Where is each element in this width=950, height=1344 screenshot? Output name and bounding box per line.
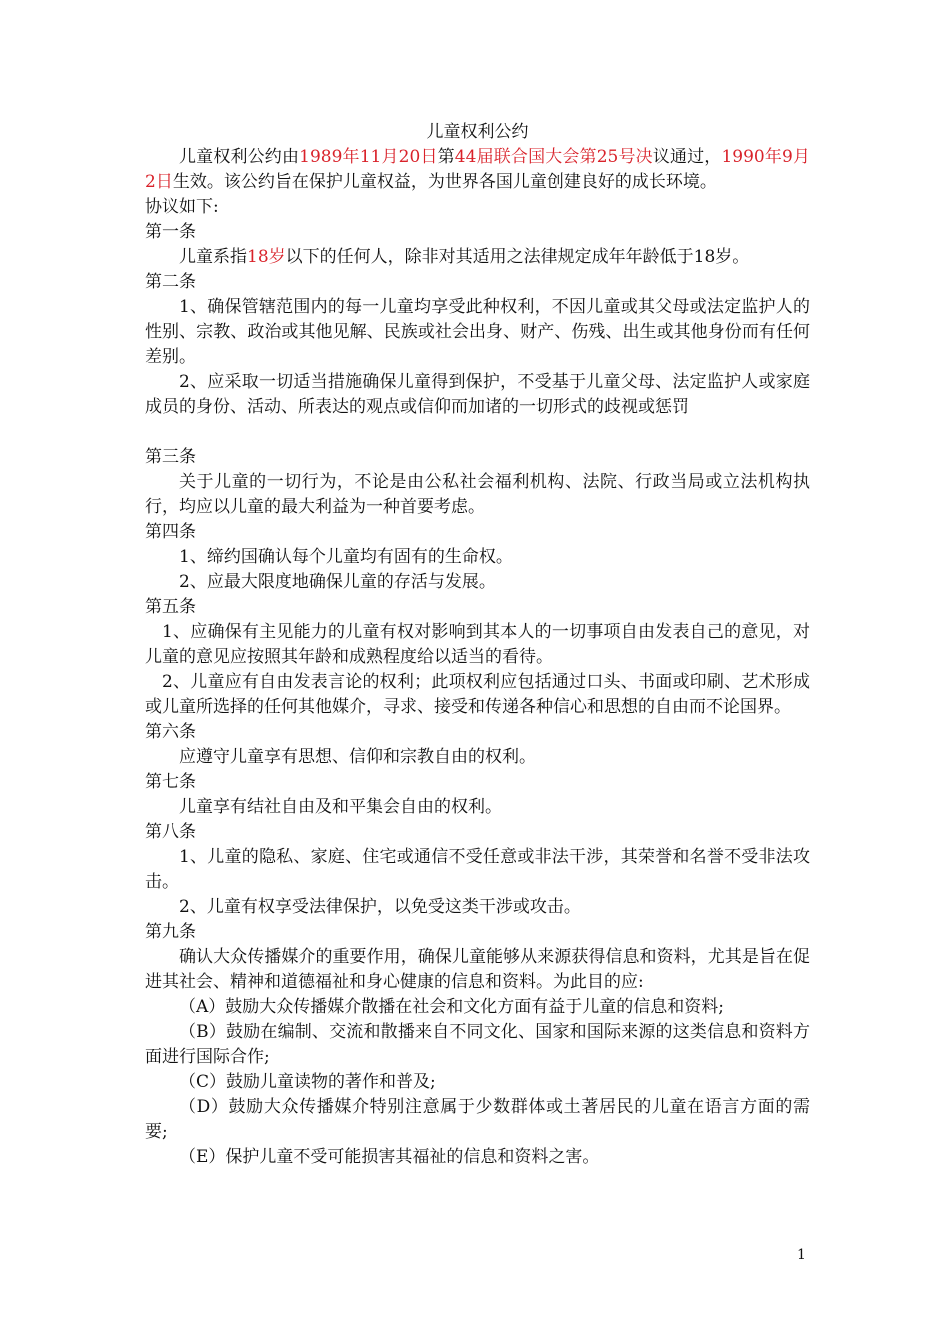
- blank-line: [145, 420, 810, 445]
- article-2-paragraph-2: 2、应采取一切适当措施确保儿童得到保护，不受基于儿童父母、法定监护人或家庭成员的身份、活动、所表达的观点或信仰而加诸的一切形式的歧视或惩罚: [145, 372, 810, 417]
- article-1-heading: 第一条: [145, 222, 196, 242]
- intro-paragraph: [145, 145, 810, 195]
- article-1-paragraph: [145, 245, 810, 270]
- article-5-paragraph-1: 1、应确保有主见能力的儿童有权对影响到其本人的一切事项自由发表自己的意见，对儿童的意见应按照其年龄和成熟程度给以适当的看待。: [145, 622, 810, 667]
- article-6-heading: 第六条: [145, 722, 196, 742]
- document-page: [145, 120, 810, 1170]
- article-2-heading: 第二条: [145, 272, 196, 292]
- intro-text-4: 生效。该公约旨在保护儿童权益，为世界各国儿童创建良好的成长环境。: [172, 172, 717, 192]
- article-9-item-b: （B）鼓励在编制、交流和散播来自不同文化、国家和国际来源的这类信息和资料方面进行国际合作;: [145, 1022, 810, 1067]
- article-3-heading: 第三条: [145, 447, 196, 467]
- article-1-text-2: 以下的任何人，除非对其适用之法律规定成年年龄低于18岁。: [285, 247, 750, 267]
- resolution-reference: 44届联合国大会第25号决: [454, 147, 653, 167]
- article-9-item-a: （A）鼓励大众传播媒介散播在社会和文化方面有益于儿童的信息和资料;: [179, 997, 725, 1017]
- article-9-paragraph-1: 确认大众传播媒介的重要作用，确保儿童能够从来源获得信息和资料，尤其是旨在促进其社会、精神和道德福祉和身心健康的信息和资料。为此目的应:: [145, 947, 810, 992]
- agreement-label: 协议如下:: [145, 197, 219, 217]
- article-1-text-1: 儿童系指: [179, 247, 247, 267]
- article-2-paragraph-1: 1、确保管辖范围内的每一儿童均享受此种权利，不因儿童或其父母或法定监护人的性别、宗教、政治或其他见解、民族或社会出身、财产、伤残、出生或其他身份而有任何差别。: [145, 297, 810, 367]
- article-8-paragraph-2: 2、儿童有权享受法律保护，以免受这类干涉或攻击。: [179, 897, 581, 917]
- article-8-heading: 第八条: [145, 822, 196, 842]
- article-9-item-c: （C）鼓励儿童读物的著作和普及;: [179, 1072, 436, 1092]
- intro-text-2: 第: [437, 147, 455, 167]
- article-4-paragraph-1: 1、缔约国确认每个儿童均有固有的生命权。: [179, 547, 513, 567]
- article-9-heading: 第九条: [145, 922, 196, 942]
- article-8-paragraph-1: 1、儿童的隐私、家庭、住宅或通信不受任意或非法干涉，其荣誉和名誉不受非法攻击。: [145, 847, 810, 892]
- article-9-item-e: （E）保护儿童不受可能损害其福祉的信息和资料之害。: [179, 1147, 600, 1167]
- page-number: 1: [797, 1247, 806, 1263]
- age-highlight: 18岁: [247, 247, 286, 267]
- document-title: 儿童权利公约: [426, 122, 529, 142]
- intro-text-1: 儿童权利公约由: [179, 147, 300, 167]
- article-6-paragraph-1: 应遵守儿童享有思想、信仰和宗教自由的权利。: [179, 747, 536, 767]
- effective-date: 1990年9月2日: [145, 147, 811, 192]
- article-3-paragraph-1: 关于儿童的一切行为，不论是由公私社会福利机构、法院、行政当局或立法机构执行，均应以儿童的最大利益为一种首要考虑。: [145, 472, 810, 517]
- adoption-date: 1989年11月20日: [299, 147, 438, 167]
- article-4-heading: 第四条: [145, 522, 196, 542]
- article-9-item-d: （D）鼓励大众传播媒介特别注意属于少数群体或土著居民的儿童在语言方面的需要;: [145, 1097, 810, 1142]
- article-7-paragraph-1: 儿童享有结社自由及和平集会自由的权利。: [179, 797, 502, 817]
- article-5-paragraph-2: 2、儿童应有自由发表言论的权利；此项权利应包括通过口头、书面或印刷、艺术形成或儿童所选择的任何其他媒介，寻求、接受和传递各种信心和思想的自由而不论国界。: [145, 672, 810, 717]
- intro-text-3: 议通过，: [652, 147, 722, 167]
- article-5-heading: 第五条: [145, 597, 196, 617]
- article-7-heading: 第七条: [145, 772, 196, 792]
- article-4-paragraph-2: 2、应最大限度地确保儿童的存活与发展。: [179, 572, 496, 592]
